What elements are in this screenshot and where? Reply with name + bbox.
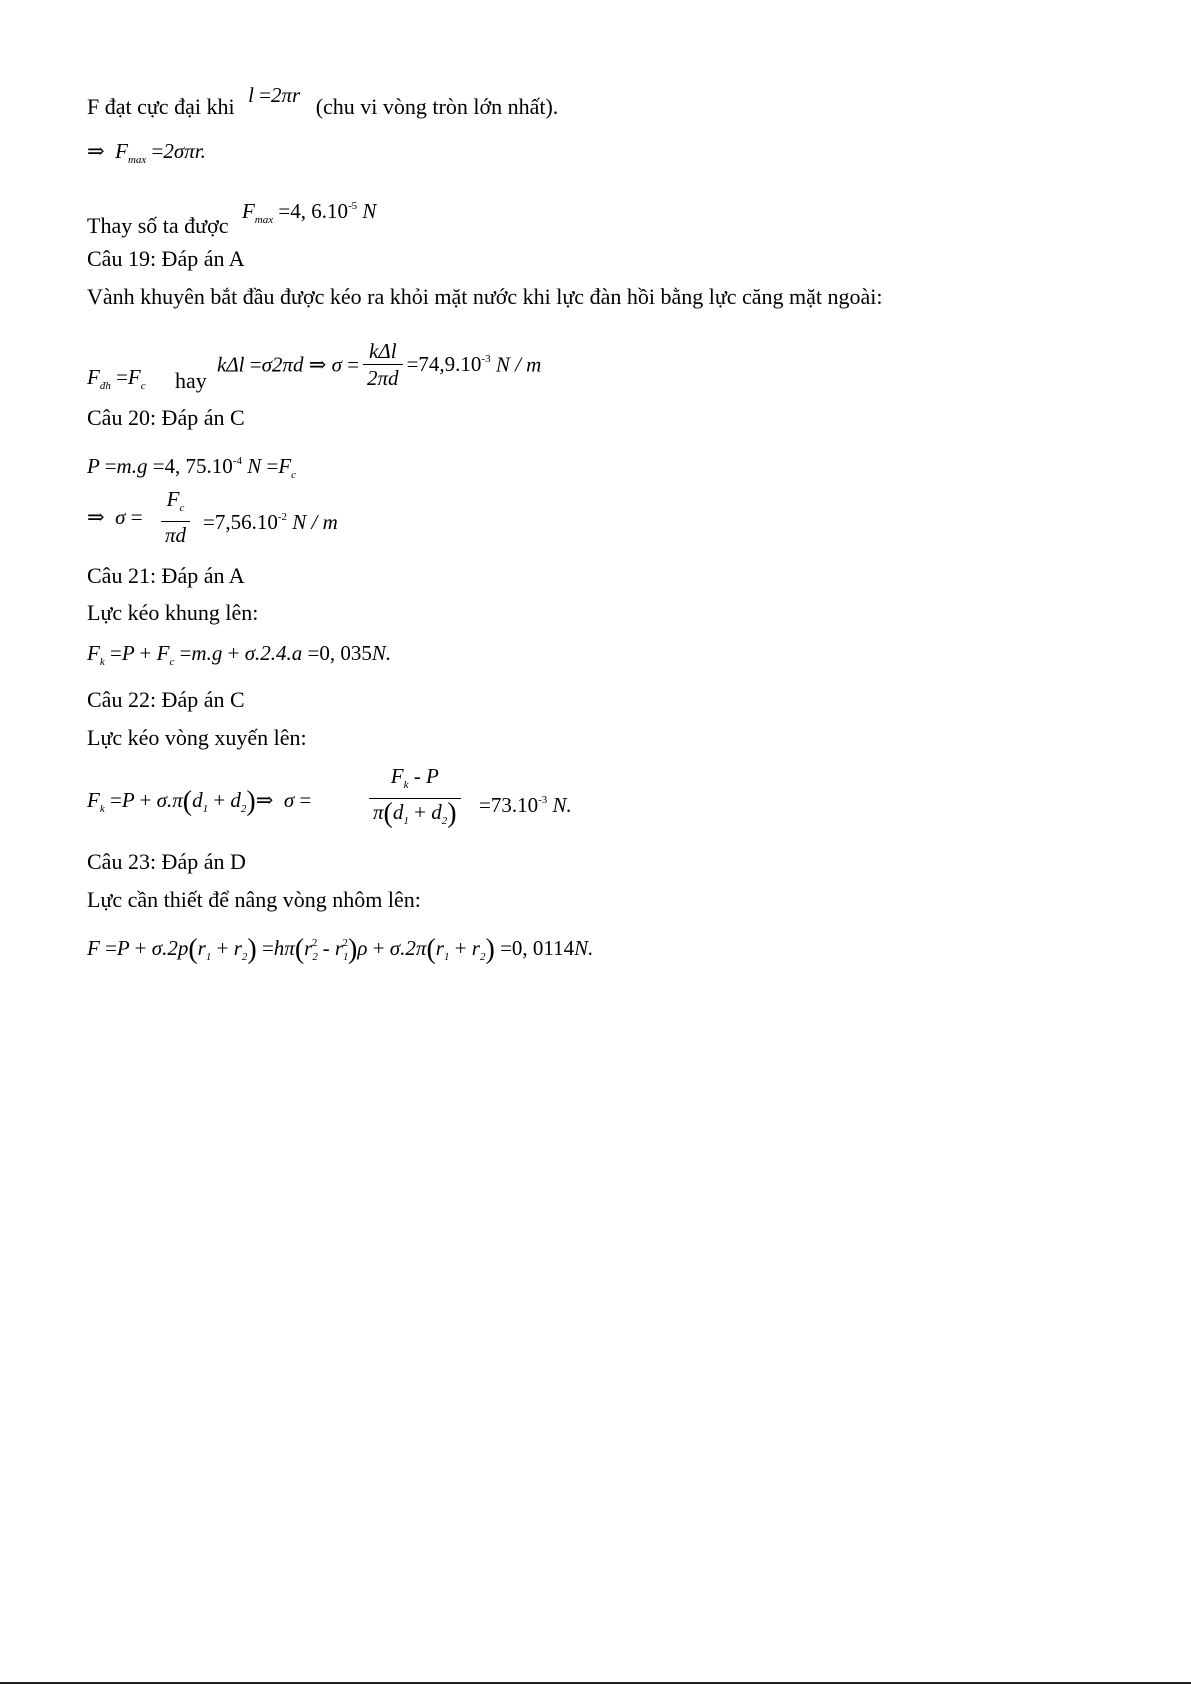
text-cau-21-explanation: Lực kéo khung lên: bbox=[87, 600, 259, 625]
heading-cau-23: Câu 23: Đáp án D bbox=[87, 849, 246, 874]
formula-f-cau-23: $F =P + \sigma.2p(r_1 + r_2) =h\pi(r_2^2 - r_1^2)\rho + \sigma.2\pi(r_1 + r_2) =0$, 0114N. bbox=[87, 934, 594, 965]
line-f-max-condition bbox=[87, 83, 559, 120]
formula-fmax-2sigma-pi-r: ⇒ $F_{max} =2\sigma\pi r$. bbox=[87, 139, 206, 166]
text-cau-22-explanation: Lực kéo vòng xuyến lên: bbox=[87, 725, 307, 750]
document-page: F đạt cực đại khi l =2πr (chu vi vòng tròn lớn nhất). ⇒ $F_{max} =2\sigma\pi r$. Thay số ta được $F_{max} =4$, $6.10^{-5}$ N Câu 19: Đáp án A Vành khuyên bắt đầu được kéo ra khỏi mặt nước khi lực đàn hồi bằng lực căng mặt ngoài: $F_{đh} =F_c$ hay kΔl =σ2πd ⇒ σ = $\frac{\text{kΔl}}{2\pi d}$ $=74,9.10^{-3}$ N / m Câu 20: Đáp án C P =m.g =4, $75.10^{-4}$ $N =F_c$ ⇒ σ = $\frac{F_c}{\pi d}$ $=7,56.10^{-2}$ N / m Câu 21: Đáp án A Lực kéo khung lên: $F_k =P + F_c =m.g + \sigma.2.4.a =0$, 035N. Câu 22: Đáp án C Lực kéo vòng xuyến lên: $F_k =P + \sigma.\pi(d_1$ + $d_2)\Rightarrow$ σ = $\frac{F_k - P}{\pi(d_1 + d_2)}$ $=73.10^{-3}$ N. Câu 23: Đáp án D Lực cần thiết để nâng vòng nhôm lên: $F =P + \sigma.2p(r_1 + r_2) =h\pi(r_2^2 - r_1^2)\rho + \sigma.2\pi(r_1 + r_2) =0$, 0114N. bbox=[0, 0, 1191, 1685]
formula-fdh-equals-fc: $F_{đh} =F_c$ bbox=[87, 365, 146, 392]
heading-cau-21: Câu 21: Đáp án A bbox=[87, 563, 245, 588]
text-cau-19-explanation: Vành khuyên bắt đầu được kéo ra khỏi mặt nước khi lực đàn hồi bằng lực căng mặt ngoài: bbox=[87, 284, 883, 309]
text-hay: hay bbox=[175, 368, 207, 393]
text-f-max-condition: F đạt cực đại khi bbox=[87, 94, 235, 119]
page-bottom-rule bbox=[0, 1682, 1191, 1684]
heading-cau-19: Câu 19: Đáp án A bbox=[87, 246, 245, 271]
text-circumference-note: (chu vi vòng tròn lớn nhất). bbox=[315, 94, 559, 119]
text-cau-23-explanation: Lực cần thiết để nâng vòng nhôm lên: bbox=[87, 887, 421, 912]
formula-fk-cau-21: $F_k =P + F_c =m.g + \sigma.2.4.a =0$, 035N. bbox=[87, 641, 392, 668]
heading-cau-22: Câu 22: Đáp án C bbox=[87, 687, 245, 712]
formula-p-equals-mg: P =m.g =4, $75.10^{-4}$ $N =F_c$ bbox=[87, 454, 297, 481]
heading-cau-20: Câu 20: Đáp án C bbox=[87, 405, 245, 430]
formula-l-equals-2pir: l =2πr bbox=[248, 83, 301, 107]
line-substitution bbox=[87, 199, 377, 248]
formula-fmax-value: $F_{max} =4$, $6.10^{-5}$ N bbox=[241, 199, 377, 226]
text-substitution: Thay số ta được bbox=[87, 213, 229, 238]
formula-sigma-from-spring: kΔl =σ2πd ⇒ σ = $\frac{\text{kΔl}}{2\pi d}$ $=74,9.10^{-3}$ N / m bbox=[217, 339, 542, 390]
